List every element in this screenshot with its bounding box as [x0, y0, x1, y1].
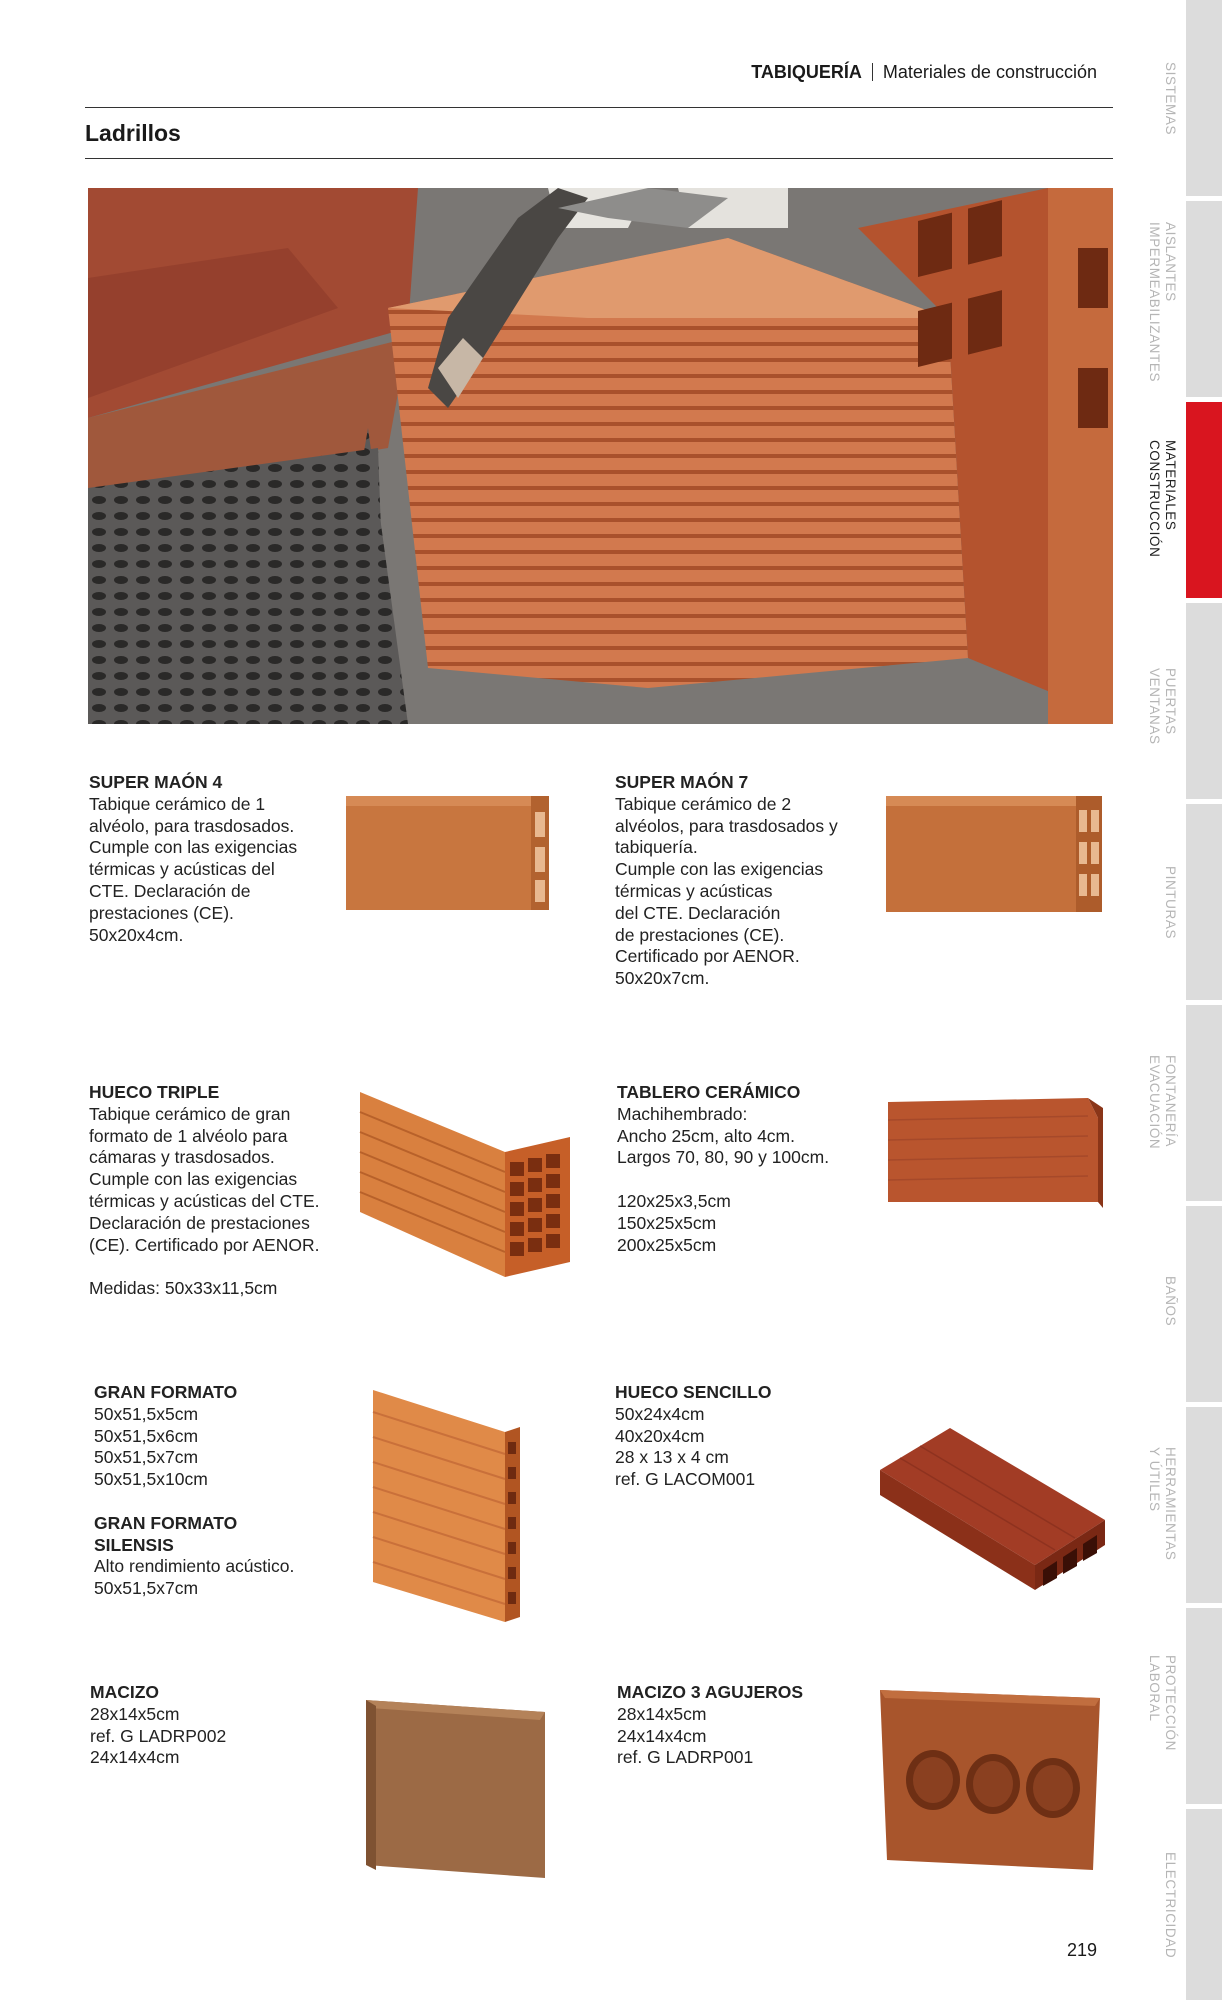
product-size: 28x14x5cm [617, 1703, 707, 1724]
tab-label-materiales: MATERIALES CONSTRUCCIÓN [1147, 440, 1178, 558]
product-size: 28x14x5cm [90, 1703, 180, 1724]
tab-label-banos: BAÑOS [1163, 1276, 1178, 1327]
tab-fontaneria[interactable] [1186, 1005, 1222, 1201]
product-size: 50x51,5x7cm [94, 1447, 199, 1468]
spacer [617, 1169, 877, 1191]
product-name: HUECO TRIPLE [89, 1082, 220, 1102]
product-size: 200x25x5cm [617, 1234, 717, 1255]
product-text: 50x20x4cm. [89, 924, 184, 945]
product-text: Largos 70, 80, 90 y 100cm. [617, 1147, 830, 1168]
product-name: TABLERO CERÁMICO [617, 1082, 801, 1102]
product-text: Cumple con las exigencias [615, 859, 824, 880]
product-image-macizo-3-agujeros [875, 1680, 1110, 1885]
product-size: 50x24x4cm [615, 1403, 705, 1424]
product-name: MACIZO 3 AGUJEROS [617, 1682, 804, 1702]
tab-label-fontaneria: FONTANERÍA EVACUACIÓN [1147, 1055, 1178, 1150]
product-text: Alto rendimiento acústico. [94, 1556, 295, 1577]
tab-materiales[interactable] [1186, 402, 1222, 598]
product-reference: ref. G LACOM001 [615, 1469, 756, 1490]
product-name: SUPER MAÓN 7 [615, 772, 749, 792]
tab-banos[interactable] [1186, 1206, 1222, 1402]
section-tabs [1186, 0, 1222, 2000]
product-name: SUPER MAÓN 4 [89, 772, 223, 792]
product-macizo-3-agujeros [617, 1682, 877, 1769]
product-text: Certificado por AENOR. [615, 946, 800, 967]
product-name: HUECO SENCILLO [615, 1382, 772, 1402]
product-dimensions: Medidas: 50x33x11,5cm [89, 1278, 278, 1299]
tab-label-electricidad: ELECTRICIDAD [1163, 1852, 1178, 1959]
product-size: 50x51,5x7cm [94, 1578, 199, 1599]
product-hueco-sencillo [615, 1382, 875, 1491]
product-size: 24x14x4cm [617, 1725, 707, 1746]
product-text: formato de 1 alvéolo para [89, 1125, 288, 1146]
product-image-macizo [360, 1690, 560, 1895]
product-text: alvéolos, para trasdosados y [615, 815, 838, 836]
product-gran-formato [94, 1382, 354, 1600]
product-image-tablero-ceramico [878, 1090, 1113, 1225]
product-size: 28 x 13 x 4 cm [615, 1447, 729, 1468]
tab-proteccion[interactable] [1186, 1608, 1222, 1804]
tab-label-puertas: PUERTAS VENTANAS [1147, 668, 1178, 745]
product-size: 50x51,5x10cm [94, 1469, 208, 1490]
product-size: 120x25x3,5cm [617, 1190, 731, 1211]
spacer [89, 1256, 349, 1278]
product-text: Machihembrado: [617, 1103, 748, 1124]
product-name: GRAN FORMATO [94, 1512, 238, 1533]
product-name: MACIZO [90, 1682, 160, 1702]
tab-puertas[interactable] [1186, 603, 1222, 799]
page-title: Ladrillos [85, 120, 181, 146]
tab-pinturas[interactable] [1186, 804, 1222, 1000]
product-text: CTE. Declaración de [89, 880, 251, 901]
product-text: Cumple con las exigencias [89, 837, 298, 858]
product-image-gran-formato [365, 1382, 585, 1637]
product-super-maon-7 [615, 772, 865, 990]
product-text: Tabique cerámico de 1 [89, 793, 266, 814]
product-image-super-maon-7 [880, 782, 1110, 937]
product-macizo [90, 1682, 310, 1769]
product-text: Tabique cerámico de gran [89, 1103, 291, 1124]
tab-aislantes[interactable] [1186, 201, 1222, 397]
product-super-maon-4 [89, 772, 329, 946]
product-name: SILENSIS [94, 1534, 174, 1555]
product-text: de prestaciones (CE). [615, 924, 785, 945]
header-subsection: Materiales de construcción [882, 62, 1097, 82]
product-image-hueco-sencillo [875, 1420, 1115, 1605]
header-section: TABIQUERÍA [751, 62, 862, 82]
tab-label-herramientas: HERRAMIENTAS Y ÚTILES [1147, 1447, 1178, 1561]
product-size: 50x51,5x5cm [94, 1403, 199, 1424]
hero-photo [88, 188, 1113, 724]
tab-label-proteccion: PROTECCIÓN LABORAL [1147, 1655, 1178, 1752]
spacer [94, 1491, 354, 1513]
product-reference: ref. G LADRP002 [90, 1725, 227, 1746]
product-text: del CTE. Declaración [615, 902, 781, 923]
product-reference: ref. G LADRP001 [617, 1747, 754, 1768]
product-text: Declaración de prestaciones [89, 1212, 310, 1233]
product-text: alvéolo, para trasdosados. [89, 815, 295, 836]
product-text: Ancho 25cm, alto 4cm. [617, 1125, 795, 1146]
product-text: Tabique cerámico de 2 [615, 793, 792, 814]
product-text: tabiquería. [615, 837, 698, 858]
title-rule [85, 158, 1113, 159]
product-text: térmicas y acústicas [615, 880, 773, 901]
product-text: térmicas y acústicas del [89, 859, 275, 880]
product-text: 50x20x7cm. [615, 968, 710, 989]
page-number: 219 [1067, 1940, 1098, 1960]
product-size: 40x20x4cm [615, 1425, 705, 1446]
product-text: térmicas y acústicas del CTE. [89, 1190, 320, 1211]
product-size: 24x14x4cm [90, 1747, 180, 1768]
header-rule [85, 107, 1113, 108]
tab-herramientas[interactable] [1186, 1407, 1222, 1603]
product-size: 150x25x5cm [617, 1212, 717, 1233]
product-name: GRAN FORMATO [94, 1382, 238, 1402]
tab-electricidad[interactable] [1186, 1809, 1222, 2000]
product-text: prestaciones (CE). [89, 902, 234, 923]
product-tablero-ceramico [617, 1082, 877, 1256]
product-size: 50x51,5x6cm [94, 1425, 199, 1446]
header-separator [872, 63, 873, 81]
product-text: (CE). Certificado por AENOR. [89, 1234, 320, 1255]
running-header [751, 62, 1097, 83]
tab-sistemas[interactable] [1186, 0, 1222, 196]
product-text: cámaras y trasdosados. [89, 1147, 275, 1168]
tab-label-sistemas: SISTEMAS [1163, 62, 1178, 136]
product-hueco-triple [89, 1082, 349, 1300]
product-image-super-maon-4 [340, 782, 555, 939]
tab-label-aislantes: AISLANTES IMPERMEABILIZANTES [1147, 222, 1178, 383]
product-image-hueco-triple [355, 1082, 585, 1287]
product-text: Cumple con las exigencias [89, 1169, 298, 1190]
tab-label-pinturas: PINTURAS [1163, 866, 1178, 940]
